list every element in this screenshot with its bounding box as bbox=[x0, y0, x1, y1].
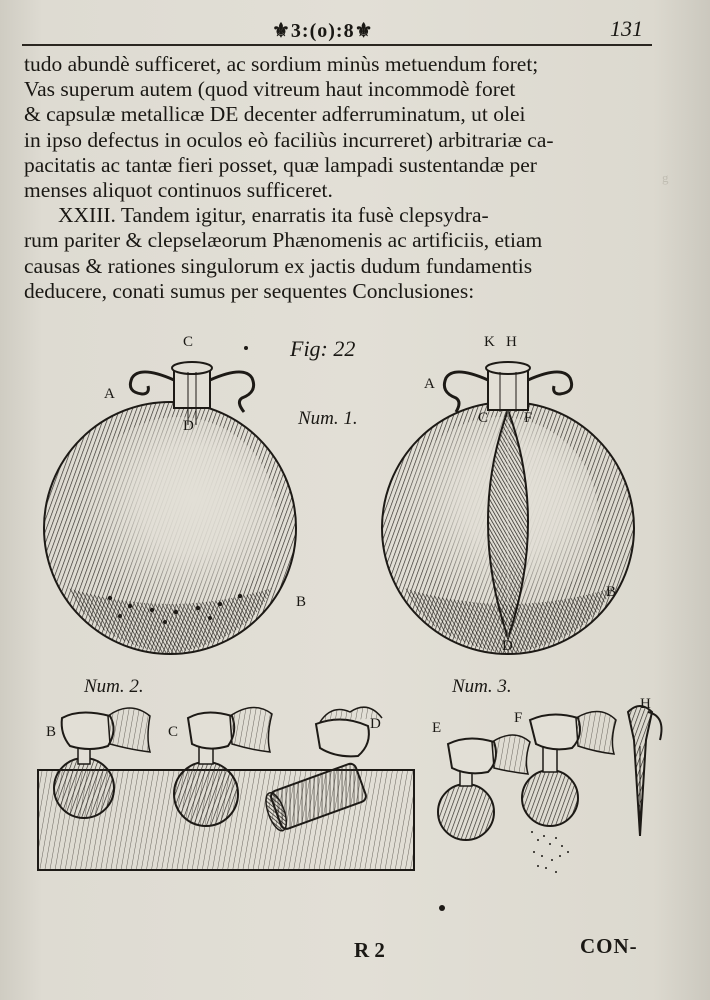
label-C: C bbox=[478, 410, 489, 426]
text-line: rum pariter & clepselæorum Phænomenis ac artificiis, etiam bbox=[24, 228, 543, 253]
label-H: H bbox=[506, 334, 517, 350]
label-C: C bbox=[168, 724, 179, 740]
signature-mark: R 2 bbox=[354, 938, 385, 962]
label-H: H bbox=[640, 696, 651, 712]
flask-num1 bbox=[44, 362, 296, 654]
num1-label: Num. 1. bbox=[298, 408, 358, 429]
text-line: & capsulæ metallicæ DE decenter adferruminatum, ut olei bbox=[24, 102, 526, 127]
figure-num3 bbox=[438, 706, 662, 873]
label-A: A bbox=[424, 376, 435, 392]
label-D: D bbox=[502, 638, 513, 654]
text-line: tudo abundè sufficeret, ac sordium minùs metuendum foret; bbox=[24, 52, 539, 76]
label-E: E bbox=[432, 720, 442, 736]
header-ornament: ⚜3:(o):8⚜ bbox=[272, 20, 374, 42]
label-B: B bbox=[46, 724, 57, 740]
trough-num2 bbox=[38, 707, 414, 870]
flask-num1-with-bladder bbox=[382, 362, 634, 654]
label-B: B bbox=[606, 584, 617, 600]
catchword: CON- bbox=[580, 934, 638, 958]
text-line: Vas superum autem (quod vitreum haut incommodè foret bbox=[24, 77, 516, 102]
label-D: D bbox=[183, 418, 194, 434]
text-line: in ipso defectus in oculos eò faciliùs incurreret) arbitrariæ ca- bbox=[24, 127, 554, 152]
figure-title: Fig: 22 bbox=[290, 336, 356, 361]
num2-label: Num. 2. bbox=[84, 676, 144, 697]
bleed-through-mark: g bbox=[662, 170, 669, 185]
text-line: deducere, conati sumus per sequentes Conclusiones: bbox=[24, 278, 475, 303]
text-line: causas & rationes singulorum ex jactis dudum fundamentis bbox=[24, 253, 533, 278]
page-number: 131 bbox=[610, 16, 643, 41]
label-A: A bbox=[104, 386, 115, 402]
section-heading-line: XXIII. Tandem igitur, enarratis ita fusè clepsydra- bbox=[58, 203, 489, 228]
text-line: pacitatis ac tantæ fieri posset, quæ lampadi sustentandæ per bbox=[24, 152, 537, 177]
label-D: D bbox=[370, 716, 381, 732]
drip-spray bbox=[531, 831, 569, 873]
label-B: B bbox=[296, 594, 307, 610]
num3-label: Num. 3. bbox=[452, 676, 512, 697]
label-F: F bbox=[524, 410, 533, 426]
label-C: C bbox=[183, 334, 194, 350]
label-F: F bbox=[514, 710, 523, 726]
text-line: menses aliquot continuos sufficeret. bbox=[24, 177, 333, 202]
label-K: K bbox=[484, 334, 495, 350]
